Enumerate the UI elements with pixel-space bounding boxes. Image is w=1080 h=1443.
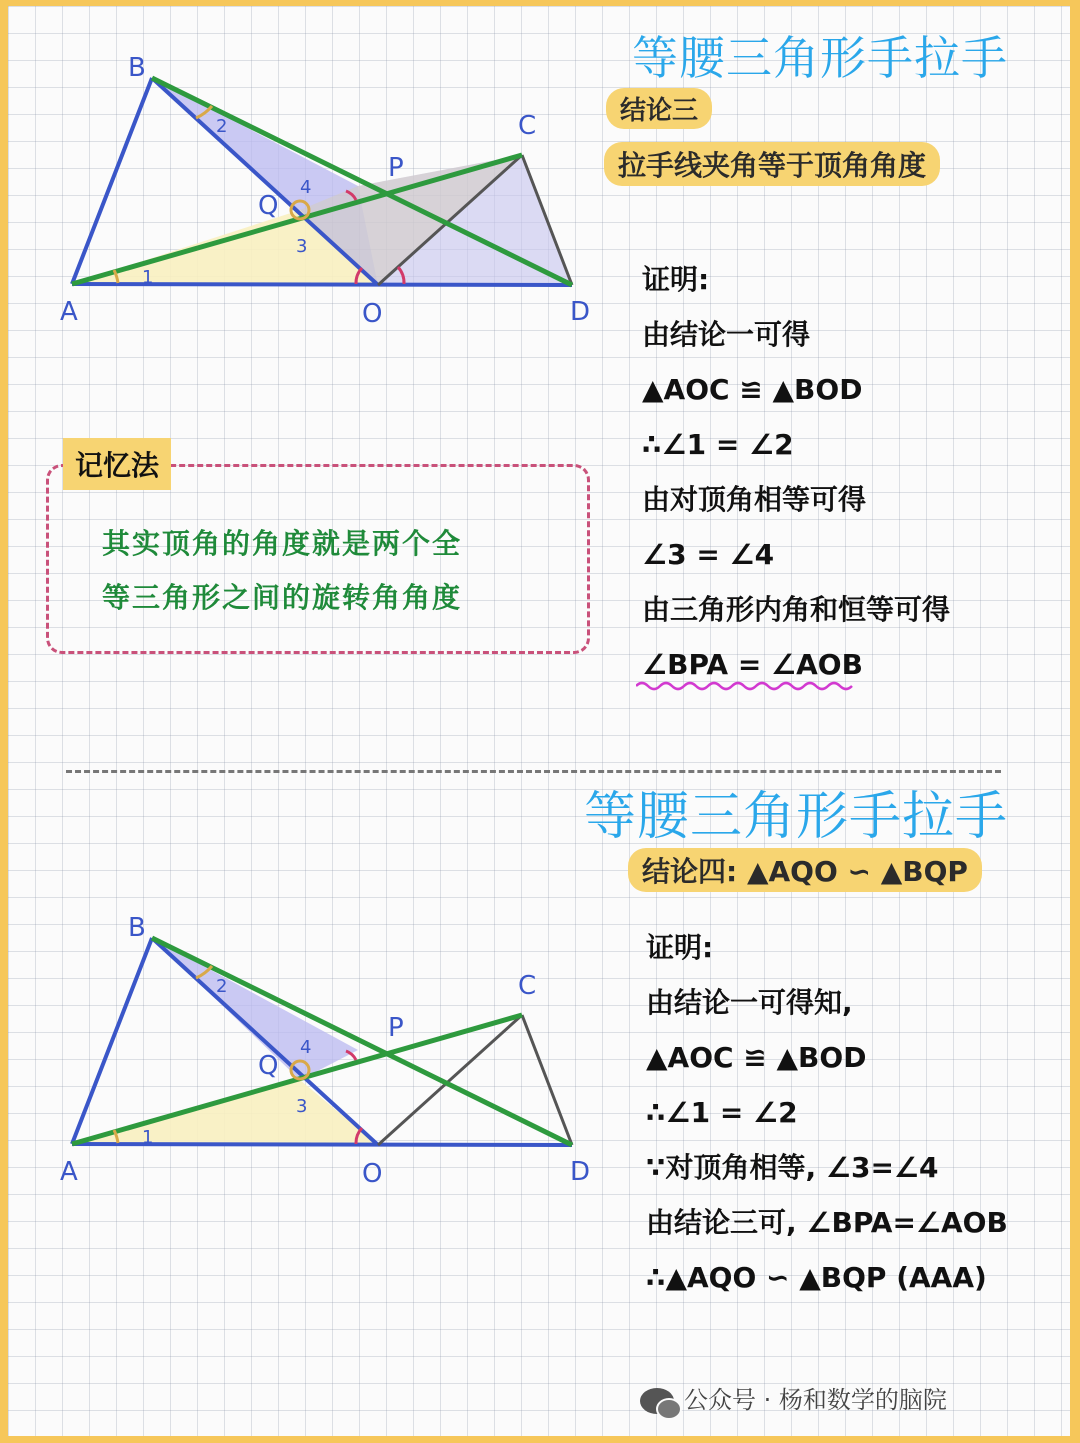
label-angle1: 1 [142,1127,154,1148]
proof2-line: 由结论三可, ∠BPA=∠AOB [646,1206,1008,1239]
proof1-line: ∴∠1 = ∠2 [642,428,794,461]
proof1-line: ∠3 = ∠4 [642,538,775,571]
wechat-icon [640,1388,674,1414]
proof1-line: ▲AOC ≌ ▲BOD [642,373,863,406]
proof2-line: ∵对顶角相等, ∠3=∠4 [646,1151,939,1184]
label-d: D [570,297,591,327]
proof2-line: ▲AOC ≌ ▲BOD [646,1041,867,1074]
label-p: P [388,1013,404,1043]
proof2-line: 证明: [646,931,714,964]
section1-title: 等腰三角形手拉手 [632,31,1008,85]
memory-tag: 记忆法 [63,438,171,490]
label-angle2: 2 [216,976,228,997]
segment-ab [72,78,152,284]
wavy-underline [636,680,856,692]
label-a: A [60,1157,78,1187]
conclusion4-text: 结论四: ▲AQO ∽ ▲BQP [628,848,982,892]
label-angle4: 4 [300,1037,312,1058]
memory-line-2: 等三角形之间的旋转角角度 [102,581,463,614]
proof1-line-final: ∠BPA = ∠AOB [642,648,863,681]
section2-title: 等腰三角形手拉手 [584,787,1009,847]
memory-line-1: 其实顶角的角度就是两个全 [102,527,463,560]
proof1-line: 由结论一可得 [642,318,811,351]
label-c: C [518,111,537,141]
shaded-triangle-bqp [152,938,358,1080]
footer-text: 公众号 · 杨和数学的脑院 [684,1386,947,1414]
diagram-2 [50,910,610,1200]
proof2-line: 由结论一可得知, [646,986,853,1019]
section-divider [66,770,1001,773]
angle-mark-bpa [346,1051,356,1060]
proof2 [646,920,1008,1305]
proof1-line: 由对顶角相等可得 [642,483,867,516]
conclusion3-label: 结论三 [606,88,712,129]
proof2-line: ∴▲AQO ∽ ▲BQP (AAA) [646,1261,987,1294]
label-angle2: 2 [216,116,228,137]
diagram-1 [50,50,610,340]
segment-ab [72,938,152,1144]
label-angle4: 4 [300,177,312,198]
proof2-line: ∴∠1 = ∠2 [646,1096,798,1129]
label-o: O [362,1159,383,1189]
label-angle3: 3 [296,1096,308,1117]
label-o: O [362,299,383,329]
label-b: B [128,913,146,943]
label-p: P [388,153,404,183]
shaded-triangle-aqo [72,1080,378,1145]
label-q: Q [258,1051,279,1081]
proof1 [642,252,950,692]
label-angle3: 3 [296,236,308,257]
label-c: C [518,971,537,1001]
label-b: B [128,53,146,83]
label-q: Q [258,191,279,221]
conclusion3-text: 拉手线夹角等于顶角角度 [604,142,940,186]
label-d: D [570,1157,591,1187]
label-a: A [60,297,78,327]
footer-source [640,1380,947,1415]
proof1-line: 由三角形内角和恒等可得 [642,593,951,626]
label-angle1: 1 [142,267,154,288]
proof1-line: 证明: [642,263,710,296]
